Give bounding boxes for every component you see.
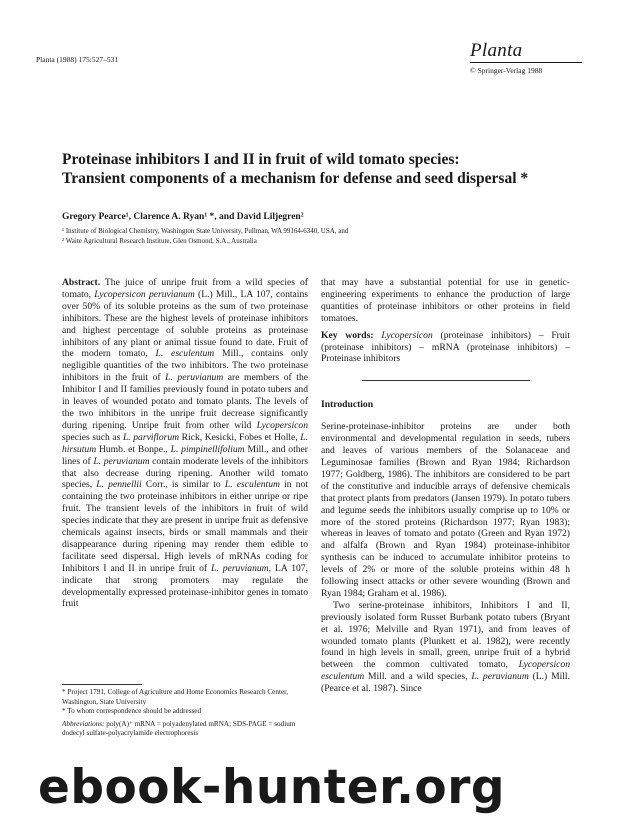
title-line-2: Transient components of a mechanism for defense and seed dispersal * <box>62 169 529 187</box>
journal-name: Planta <box>470 40 523 61</box>
abstract-continuation: that may have a substantial potential for use in genetic-engineering experiments to enhance the production of large quantities of proteinase inhibitors or other proteins in field tomatoes. <box>321 277 570 324</box>
left-column <box>62 277 308 610</box>
footnote-rule <box>62 684 142 685</box>
footnote-project: * Project 1791, College of Agriculture and Home Economics Research Center, Washington, State University <box>62 688 289 706</box>
title-line-1: Proteinase inhibitors I and II in fruit of wild tomato species: <box>62 151 460 168</box>
keywords: Key words: Lycopersicon (proteinase inhibitors) – Fruit (proteinase inhibitors) – mRNA (proteinase inhibitors) – Proteinase inhibitors <box>321 329 570 365</box>
affiliations <box>62 227 582 246</box>
abstract-label: Abstract. <box>62 277 101 288</box>
footnote-correspondence: * To whom correspondence should be addressed <box>62 707 202 716</box>
right-column <box>321 277 570 695</box>
abstract: Abstract. The juice of unripe fruit from a wild species of tomato, Lycopersicon peruvianum (L.) Mill., LA 107, contains over 50% of its soluble proteins as the sum of two proteinase inhibitors. These are the highest levels of proteinase inhibitors and highest percentage of soluble proteins as proteinase inhibitors of any plant or animal tissue found to date. Fruit of the modern tomato, L. esculentum Mill., contains only negligible quantities of the two inhibitors. The two proteinase inhibitors in the fruit of L. peruvianum are members of the Inhibitor I and II families previously found in potato tubers and in leaves of wounded potato and tomato plants. The levels of the two inhibitors in the unripe fruit decrease significantly during ripening. Unripe fruit from other wild Lycopersicon species such as L. parviflorum Rick, Kesicki, Fobes et Holle, L. hirsutum Humb. et Bonpe., L. pimpinellifolium Mill., and other lines of L. peruvianum contain moderate levels of the inhibitors that also decrease during ripening. Another wild tomato species, L. pennellii Corr., is similar to L. esculentum in not containing the two proteinase inhibitors in either unripe or ripe fruit. The transient levels of the inhibitors in fruit of wild species indicate that they are present in unripe fruit as defensive chemicals against insects, birds or small mammals and their disappearance during ripening may render them edible to facilitate seed dispersal. High levels of mRNAs coding for Inhibitors I and II in unripe fruit of L. peruvianum, LA 107, indicate that strong promoters may regulate the developmentally expressed proteinase-inhibitor genes in tomato fruit <box>62 277 309 610</box>
section-divider <box>362 380 530 381</box>
footnote-abbreviations: Abbreviations: poly(A)⁺ mRNA = polyadenylated mRNA; SDS-PAGE = sodium dodecyl sulfate-polyacrylamide electrophoresis <box>62 719 296 738</box>
footnotes <box>62 688 308 739</box>
introduction-paragraph-1: Serine-proteinase-inhibitor proteins are under both environmental and developmental regulation in seeds, tubers and leaves of various members of the Solanaceae and Leguminosae families (Brown and Ryan 1984; Richardson 1977; Goldberg, 1986). The inhibitors are considered to be part of the constitutive and inducible arrays of defensive chemicals that protect plants from predators (Jansen 1979). In potato tubers and legume seeds the inhibitors usually comprise up to 10% or more of the stored proteins (Richardson 1977; Ryan 1983); whereas in leaves of tomato and potato (Green and Ryan 1972) and alfalfa (Brown and Ryan 1984) proteinase-inhibitor synthesis can be induced to accumulate inhibitor proteins to levels of 2% or more of the soluble proteins within 48 h following insect attacks or other severe wounding (Brown and Ryan 1984; Graham et al. 1986). <box>321 421 570 599</box>
article-title <box>62 151 582 188</box>
affiliation-2: ² Waite Agricultural Research Institute, Glen Osmond, S.A., Australia <box>62 236 257 245</box>
watermark: ebook-hunter.org <box>38 760 506 815</box>
keywords-label: Key words: <box>321 329 374 341</box>
introduction-paragraph-2: Two serine-proteinase inhibitors, Inhibitors I and II, previously isolated form Russet Burbank potato tubers (Bryant et al. 1976; Melville and Ryan 1971), and from leaves of wounded tomato plants (Plunkett et al. 1982), were recently found in high levels in small, green, unripe fruit of a hybrid between the common cultivated tomato, Lycopersicon esculentum Mill. and a wild species, L. peruvianum (L.) Mill. (Pearce et al. 1987). Since <box>321 599 571 695</box>
copyright: © Springer-Verlag 1988 <box>470 66 543 75</box>
authors: Gregory Pearce¹, Clarence A. Ryan¹ *, and David Liljegren² <box>62 212 304 222</box>
running-head: Planta (1988) 175:527–531 <box>36 55 119 64</box>
journal-rule <box>470 62 582 63</box>
introduction-heading: Introduction <box>321 399 374 411</box>
affiliation-1: ¹ Institute of Biological Chemistry, Washington State University, Pullman, WA 99164-6340, USA, and <box>62 227 349 235</box>
